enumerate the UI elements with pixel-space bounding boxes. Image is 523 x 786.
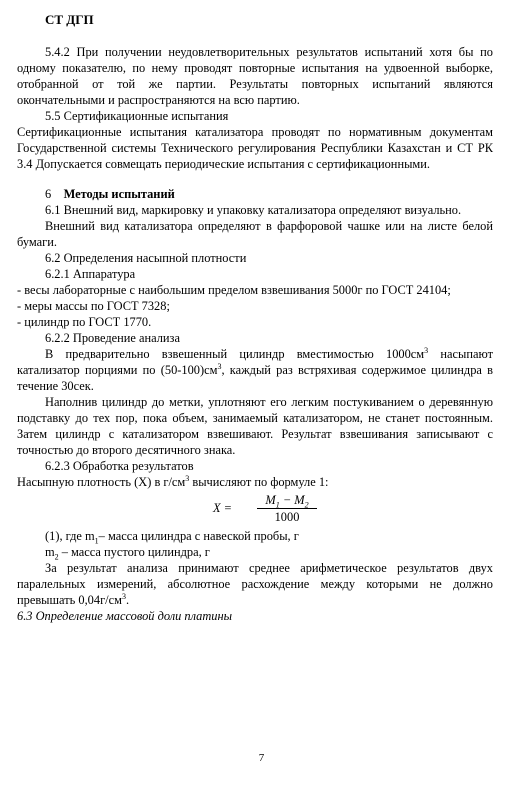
subscript: 2: [304, 500, 309, 510]
paragraph-6-1b: Внешний вид катализатора определяют в фарфоровой чашке или на листе белой бумаги.: [17, 219, 493, 249]
subscript: 1: [275, 500, 280, 510]
heading-6-title: Методы испытаний: [63, 187, 175, 201]
paragraph-6-2-2b: Наполнив цилиндр до метки, уплотняют его легким постукиванием о деревянную подставку до тех пор, пока объем, занимаемый катализатором, не станет постоянным. Затем цилиндр с катализатором взвешивают. Результат взвешивания записывают с точностью до второго десятичного знака.: [17, 395, 493, 457]
formula-denominator: 1000: [274, 510, 300, 524]
text-run: M: [265, 493, 276, 507]
text-run: − M: [279, 493, 305, 507]
formula-fraction: [257, 492, 317, 525]
paragraph-6-1: 6.1 Внешний вид, маркировку и упаковку катализатора определяют визуально.: [45, 203, 462, 217]
subscript: 1: [94, 536, 99, 546]
text-run: – масса пустого цилиндра, г: [58, 545, 210, 559]
heading-6-2: 6.2 Определения насыпной плотности: [45, 251, 247, 265]
text-run: m: [45, 545, 55, 559]
heading-5-5: 5.5 Сертификационные испытания: [45, 109, 229, 123]
paragraph-5-4-2: 5.4.2 При получении неудовлетворительных результатов испытаний хотя бы по одному показателю, по нему проводят повторные испытания на удвоенной выборке, отобранной от той же партии. Результаты повторных испытаний являются окончательными и распространяются на всю партию.: [17, 45, 493, 107]
heading-6-2-1: 6.2.1 Аппаратура: [45, 267, 136, 281]
superscript: 3: [185, 473, 190, 483]
formula-lhs: X =: [213, 501, 233, 515]
list-item: - цилиндр по ГОСТ 1770.: [17, 315, 152, 329]
list-item: - весы лабораторные с наибольшим пределом взвешивания 5000г по ГОСТ 24104;: [17, 283, 451, 297]
formula-1: [17, 492, 493, 526]
list-item: - меры массы по ГОСТ 7328;: [17, 299, 170, 313]
paragraph-where-m2: [17, 544, 493, 560]
paragraph-5-5: Сертификационные испытания катализатора проводят по нормативным документам Государственной системы Технического регулирования Республики Казахстан и СТ РК 3.4 Допускается совмещать периодические испытания с сертификационными.: [17, 125, 493, 171]
subscript: 2: [54, 552, 59, 562]
paragraph-6-2-2a: [17, 346, 493, 394]
paragraph-result: [17, 560, 493, 608]
page-number: 7: [258, 752, 265, 764]
formula-numerator: [257, 492, 317, 509]
text-run: насыпают катализатор порциями по (50-100)см: [17, 347, 493, 377]
superscript: 3: [424, 345, 429, 355]
heading-6-number: 6: [45, 187, 52, 201]
text-run: В предварительно взвешенный цилиндр вместимостью 1000см: [45, 347, 425, 361]
superscript: 3: [121, 591, 126, 601]
text-run: .: [125, 593, 130, 607]
paragraph-where-m1: [17, 528, 493, 544]
text-run: – масса цилиндра с навеской пробы, г: [98, 529, 299, 543]
heading-6-3: 6.3 Определение массовой доли платины: [17, 609, 233, 623]
superscript: 3: [217, 361, 222, 371]
paragraph-density: [17, 474, 493, 490]
text-run: Насыпную плотность (X) в г/см: [17, 475, 186, 489]
document-code: СТ ДГП: [45, 12, 94, 27]
text-run: вычисляют по формуле 1:: [189, 475, 329, 489]
heading-6-2-3: 6.2.3 Обработка результатов: [45, 459, 194, 473]
text-run: , каждый раз встряхивая содержимое цилиндра в течение 30сек.: [17, 363, 493, 393]
text-run: (1), где m: [45, 529, 95, 543]
text-run: За результат анализа принимают среднее арифметическое результатов двух паралельных измерений, абсолютное расхождение между которыми не должно превышать 0,04г/см: [17, 561, 493, 607]
heading-6-2-2: 6.2.2 Проведение анализа: [45, 331, 180, 345]
heading-6: [17, 186, 493, 202]
